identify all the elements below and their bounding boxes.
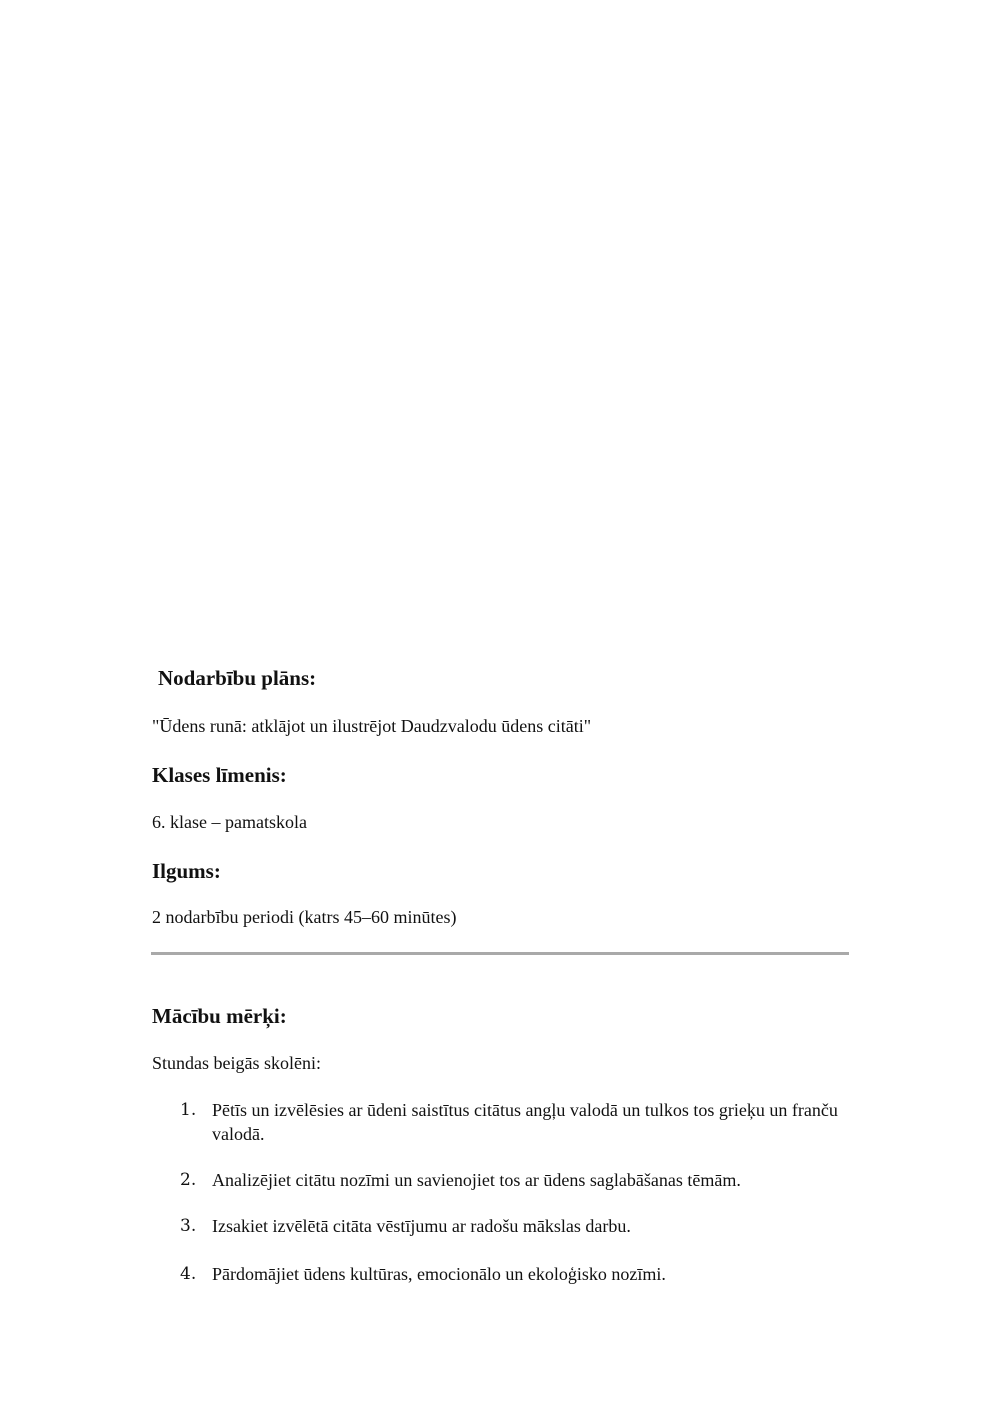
grade-value: 6. klase – pamatskola	[152, 812, 307, 832]
duration-heading: Ilgums:	[152, 859, 221, 883]
duration-value: 2 nodarbību periodi (katrs 45–60 minūtes)	[152, 907, 457, 927]
list-item-number: 4.	[180, 1264, 197, 1284]
plan-title: "Ūdens runā: atklājot un ilustrējot Daudzvalodu ūdens citāti"	[152, 716, 592, 736]
list-item-number: 2.	[180, 1170, 197, 1190]
list-item-text: Analizējiet citātu nozīmi un savienojiet tos ar ūdens saglabāšanas tēmām.	[212, 1170, 741, 1190]
horizontal-divider	[151, 952, 849, 955]
grade-heading: Klases līmenis:	[152, 763, 287, 787]
objectives-intro: Stundas beigās skolēni:	[152, 1053, 321, 1073]
list-item-number: 3.	[180, 1216, 197, 1236]
list-item-text: Izsakiet izvēlētā citāta vēstījumu ar radošu mākslas darbu.	[212, 1216, 631, 1236]
list-item-text: Pārdomājiet ūdens kultūras, emocionālo un ekoloģisko nozīmi.	[212, 1264, 666, 1284]
list-item-text: Pētīs un izvēlēsies ar ūdeni saistītus citātus angļu valodā un tulkos tos grieķu un franču valodā.	[212, 1100, 838, 1144]
objectives-heading: Mācību mērķi:	[152, 1004, 287, 1028]
list-item-number: 1.	[180, 1100, 197, 1120]
plan-heading: Nodarbību plāns:	[158, 666, 317, 690]
